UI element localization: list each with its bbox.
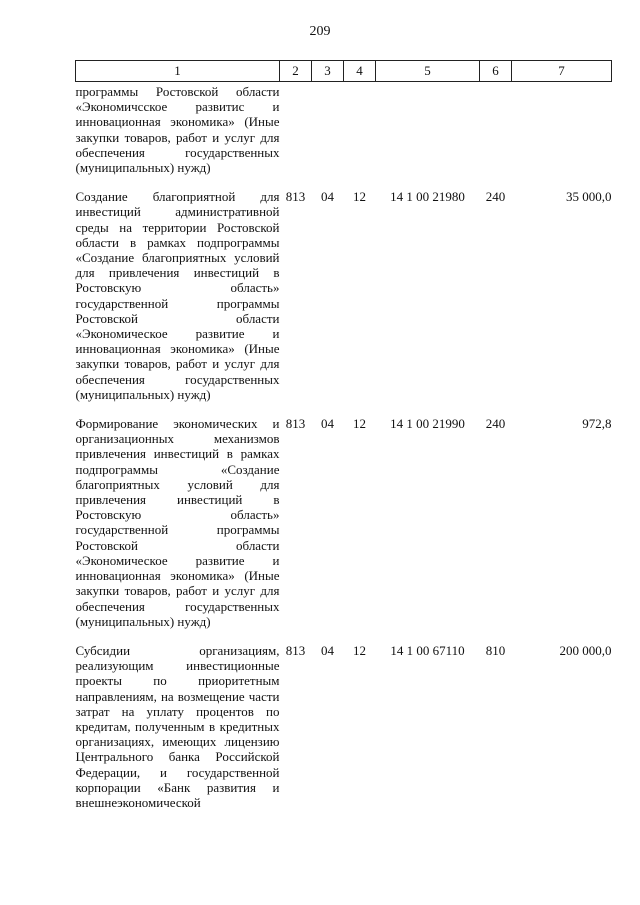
header-col-1: 1 — [76, 61, 280, 82]
row-expense-type: 240 — [485, 416, 506, 432]
page-number: 209 — [309, 24, 331, 39]
row-amount: 972,8 — [582, 416, 612, 432]
row-ministry-code: 813 — [285, 416, 306, 432]
table-row — [76, 629, 612, 810]
row-subsection-code: 12 — [353, 189, 366, 205]
row-description: Создание благоприятной для инвестиций административной среды на территории Ростовской области в рамках подпрограммы «Создание благоприятных условий для привлечения инвестиций в Ростовскую область» государственной программы Ростовской области «Экономическое развитие и инновационная экономика» (Иные закупки товаров, работ и услуг для обеспечения государственных (муниципальных) нужд) — [75, 189, 280, 402]
row-target-article: 14 1 00 67110 — [390, 642, 465, 658]
row-subsection-code: 12 — [353, 642, 366, 658]
header-col-7: 7 — [512, 61, 612, 82]
table-row — [76, 175, 612, 402]
row-description: Субсидии организациям, реализующим инвестиционные проекты по приоритетным направлениям, на возмещение части затрат на уплату процентов по кредитам, полученным в кредитных организациях, имеющих лицензию Центрального банка Российской Федерации, и государственной корпорации «Банк развития и внешнеэкономической — [75, 642, 280, 810]
row-target-article: 14 1 00 21990 — [390, 416, 465, 432]
row-amount: 35 000,0 — [566, 189, 612, 205]
row-section-code: 04 — [321, 642, 334, 658]
header-col-6: 6 — [480, 61, 512, 82]
row-section-code: 04 — [321, 189, 334, 205]
row-target-article — [376, 82, 480, 176]
row-description: программы Ростовской области «Экономичсское развитис и инновационная экономика» (Иные закупки товаров, работ и услуг для обеспечения государственных (муниципальных) нужд) — [75, 84, 280, 176]
row-section-code — [312, 82, 344, 176]
table-row — [76, 82, 612, 176]
row-subsection-code — [344, 82, 376, 176]
row-subsection-code: 12 — [353, 416, 366, 432]
row-ministry-code: 813 — [285, 642, 306, 658]
row-ministry-code: 813 — [285, 189, 306, 205]
row-expense-type: 810 — [485, 642, 506, 658]
table-row — [76, 402, 612, 629]
row-expense-type: 240 — [485, 189, 506, 205]
row-expense-type — [480, 82, 512, 176]
row-amount: 200 000,0 — [559, 642, 612, 658]
header-col-2: 2 — [280, 61, 312, 82]
row-ministry-code — [280, 82, 312, 176]
row-target-article: 14 1 00 21980 — [390, 189, 465, 205]
row-amount — [512, 82, 612, 176]
header-col-5: 5 — [376, 61, 480, 82]
budget-table — [75, 60, 612, 810]
header-col-3: 3 — [312, 61, 344, 82]
row-description: Формирование экономических и организационных механизмов привлечения инвестиций в рамках подпрограммы «Создание благоприятных условий для привлечения инвестиций в Ростовскую область» государственной программы Ростовской области «Экономическое развитие и инновационная экономика» (Иные закупки товаров, работ и услуг для обеспечения государственных (муниципальных) нужд) — [75, 416, 280, 629]
row-section-code: 04 — [321, 416, 334, 432]
header-row — [76, 61, 612, 82]
header-col-4: 4 — [344, 61, 376, 82]
